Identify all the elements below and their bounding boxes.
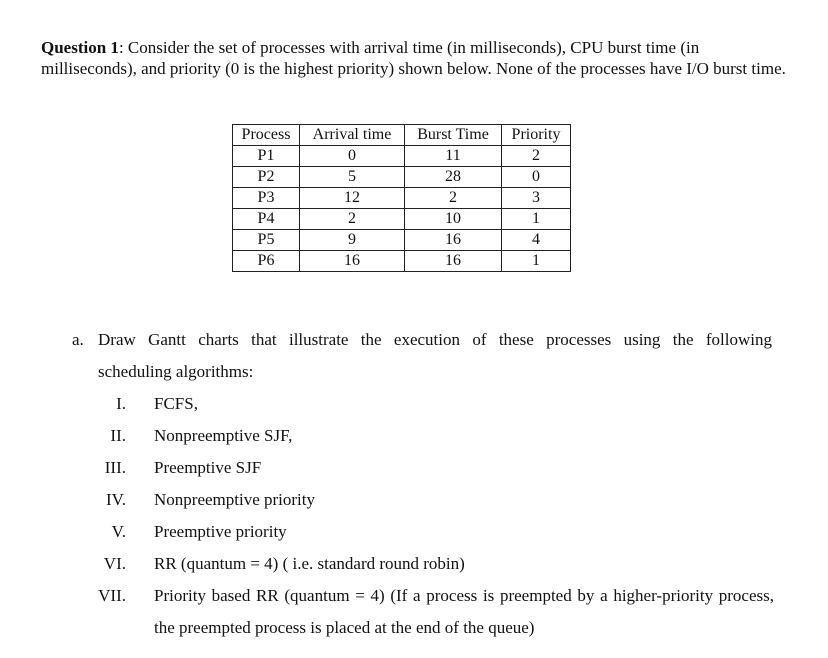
list-item: [72, 452, 774, 484]
cell-burst: 16: [405, 251, 502, 272]
list-item-text: Nonpreemptive priority: [154, 490, 315, 509]
cell-arrival: 12: [300, 188, 405, 209]
table-row: [233, 251, 571, 272]
table-row: [233, 230, 571, 251]
list-item: [72, 548, 774, 580]
cell-priority: 1: [502, 251, 571, 272]
list-item-number: VI.: [103, 554, 126, 573]
cell-process: P3: [233, 188, 300, 209]
cell-burst: 28: [405, 167, 502, 188]
table-row: [233, 209, 571, 230]
cell-process: P6: [233, 251, 300, 272]
cell-priority: 2: [502, 146, 571, 167]
header-arrival-time: Arrival time: [300, 125, 405, 146]
cell-priority: 3: [502, 188, 571, 209]
list-item: [72, 580, 774, 644]
cell-process: P1: [233, 146, 300, 167]
cell-burst: 16: [405, 230, 502, 251]
list-item-text: Nonpreemptive SJF,: [154, 426, 293, 445]
cell-burst: 11: [405, 146, 502, 167]
list-item-number: III.: [104, 458, 126, 477]
table-header-row: [233, 125, 571, 146]
process-table: [232, 124, 571, 272]
part-a-line-2: scheduling algorithms:: [98, 362, 254, 381]
list-item-text: Preemptive priority: [154, 522, 287, 541]
question-label: Question 1: [41, 38, 119, 57]
list-item-text: Priority based RR (quantum = 4) (If a process is preempted by a higher-priority process, the preempted process is placed at the end of the queue): [154, 586, 774, 637]
cell-priority: 4: [502, 230, 571, 251]
list-item: [72, 388, 774, 420]
cell-process: P2: [233, 167, 300, 188]
header-process: Process: [233, 125, 300, 146]
list-item-text: FCFS,: [154, 394, 198, 413]
question-paragraph: [41, 37, 786, 79]
list-item-text: Preemptive SJF: [154, 458, 262, 477]
part-a-marker: a.: [72, 330, 84, 349]
header-priority: Priority: [502, 125, 571, 146]
part-a-line-1: Draw Gantt charts that illustrate the execution of these processes using the following: [98, 330, 772, 349]
list-item-number: VII.: [98, 586, 126, 605]
list-item: [72, 516, 774, 548]
list-item-number: II.: [110, 426, 126, 445]
list-item-text: RR (quantum = 4) ( i.e. standard round robin): [154, 554, 465, 573]
list-item-number: IV.: [106, 490, 126, 509]
cell-priority: 1: [502, 209, 571, 230]
list-item: [72, 420, 774, 452]
part-a-instruction: [72, 324, 772, 388]
cell-process: P4: [233, 209, 300, 230]
question-text: : Consider the set of processes with arrival time (in milliseconds), CPU burst time (in milliseconds), and priority (0 is the highest priority) shown below. None of the processes have I/O burst time.: [41, 38, 786, 78]
cell-priority: 0: [502, 167, 571, 188]
cell-burst: 10: [405, 209, 502, 230]
cell-arrival: 5: [300, 167, 405, 188]
table-row: [233, 167, 571, 188]
cell-burst: 2: [405, 188, 502, 209]
algorithm-list: [72, 388, 774, 644]
header-burst-time: Burst Time: [405, 125, 502, 146]
list-item-number: V.: [111, 522, 126, 541]
table-row: [233, 146, 571, 167]
cell-arrival: 16: [300, 251, 405, 272]
table-row: [233, 188, 571, 209]
cell-process: P5: [233, 230, 300, 251]
cell-arrival: 0: [300, 146, 405, 167]
cell-arrival: 2: [300, 209, 405, 230]
list-item-number: I.: [116, 394, 126, 413]
list-item: [72, 484, 774, 516]
cell-arrival: 9: [300, 230, 405, 251]
